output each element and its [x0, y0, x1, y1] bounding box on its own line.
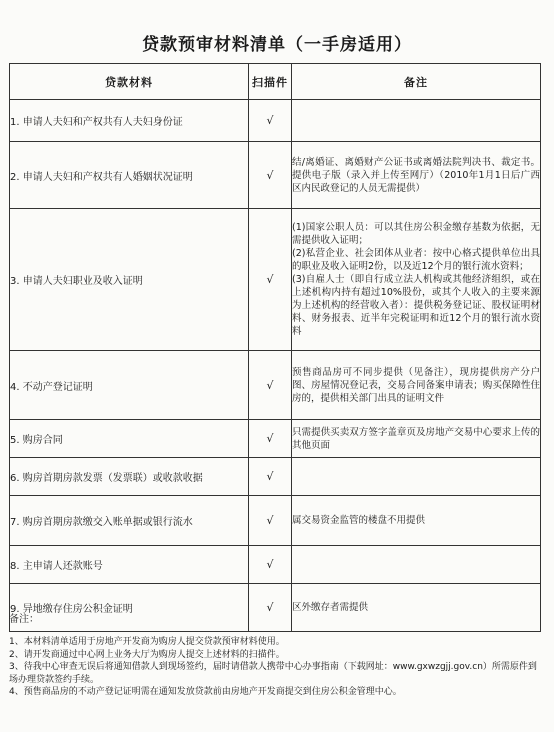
- scan-check-mark: √: [249, 209, 292, 351]
- table-row: [10, 209, 541, 351]
- table-row: [10, 100, 541, 142]
- material-item: 1. 申请人夫妇和产权共有人夫妇身份证: [10, 100, 249, 142]
- note-item: 3、待我中心审查无误后将通知借款人到现场签约，届时请借款人携带中心办事指南（下载网址：www.gxwzgjj.gov.cn）所需原件到场办理贷款签约手续。: [9, 662, 537, 685]
- scan-check-mark: √: [249, 546, 292, 584]
- remark-cell: [292, 142, 541, 209]
- table-row: [10, 420, 541, 458]
- table-row: [10, 458, 541, 496]
- remark-text: (2)私营企业、社会团体从业者：按中心格式提供单位出具的职业及收入证明2份，以及近12个月的银行流水资料；: [292, 248, 540, 272]
- material-item: 7. 购房首期房款缴交入账单据或银行流水: [10, 496, 249, 546]
- header-materials: 贷款材料: [10, 64, 249, 100]
- scan-check-mark: √: [249, 584, 292, 632]
- material-item: 5. 购房合同: [10, 420, 249, 458]
- remark-cell: [292, 351, 541, 420]
- table-row: [10, 142, 541, 209]
- remark-cell: [292, 546, 541, 584]
- remark-cell: [292, 458, 541, 496]
- remark-cell: [292, 496, 541, 546]
- scan-check-mark: √: [249, 458, 292, 496]
- scan-check-mark: √: [249, 496, 292, 546]
- remark-text: 只需提供买卖双方签字盖章页及房地产交易中心要求上传的其他页面: [292, 426, 540, 451]
- remark-cell: [292, 100, 541, 142]
- notes-list: [9, 636, 544, 698]
- header-remarks: 备注: [292, 64, 541, 100]
- header-scan: 扫描件: [249, 64, 292, 100]
- remark-cell: [292, 420, 541, 458]
- notes-title: 备注：: [9, 614, 39, 625]
- material-item: 2. 申请人夫妇和产权共有人婚姻状况证明: [10, 142, 249, 209]
- material-item: 6. 购房首期房款发票（发票联）或收款收据: [10, 458, 249, 496]
- remark-text: 预售商品房可不同步提供（见备注），现房提供房产分户图、房屋情况登记表，交易合同备案申请表；购买保障性住房的，提供相关部门出具的证明文件: [292, 366, 540, 404]
- scan-check-mark: √: [249, 142, 292, 209]
- table-row: [10, 546, 541, 584]
- remark-text: 结/离婚证、离婚财产公证书或离婚法院判决书、裁定书。提供电子版（录入并上传至网厅）（2010年1月1日后广西区内民政登记的人员无需提供）: [292, 156, 540, 194]
- material-item: 4. 不动产登记证明: [10, 351, 249, 420]
- notes-section: [9, 614, 544, 698]
- material-item: 9. 异地缴存住房公积金证明: [10, 584, 249, 632]
- table-row: [10, 351, 541, 420]
- remark-cell: [292, 209, 541, 351]
- table-row: [10, 496, 541, 546]
- material-item: 3. 申请人夫妇职业及收入证明: [10, 209, 249, 351]
- note-item: 2、请开发商通过中心网上业务大厅为购房人提交上述材料的扫描件。: [9, 649, 285, 660]
- scan-check-mark: √: [249, 420, 292, 458]
- table-body: [10, 100, 541, 632]
- table-header-row: [10, 64, 541, 100]
- remark-text: 区外缴存者需提供: [292, 602, 369, 613]
- remark-text: 属交易资金监管的楼盘不用提供: [292, 515, 426, 526]
- note-item: 4、预售商品房的不动产登记证明需在通知发放贷款前由房地产开发商提交到住房公积金管理中心。: [9, 687, 402, 698]
- note-item: 1、本材料清单适用于房地产开发商为购房人提交贷款预审材料使用。: [9, 637, 285, 648]
- material-item: 8. 主申请人还款账号: [10, 546, 249, 584]
- page-title: 贷款预审材料清单（一手房适用）: [142, 35, 412, 55]
- scan-check-mark: √: [249, 100, 292, 142]
- remark-text: (1)国家公职人员：可以其住房公积金缴存基数为依据，无需提供收入证明；: [292, 222, 540, 246]
- remark-text: (3)自雇人士（即自行成立法人机构或其他经济组织，或在上述机构内持有超过10%股份，或其个人收入的主要来源为上述机构的经营收入者）：提供税务登记证、股权证明材料、财务报表、近半年完税证明和近12个月的银行流水资料: [292, 274, 540, 337]
- materials-table: [9, 63, 541, 632]
- scan-check-mark: √: [249, 351, 292, 420]
